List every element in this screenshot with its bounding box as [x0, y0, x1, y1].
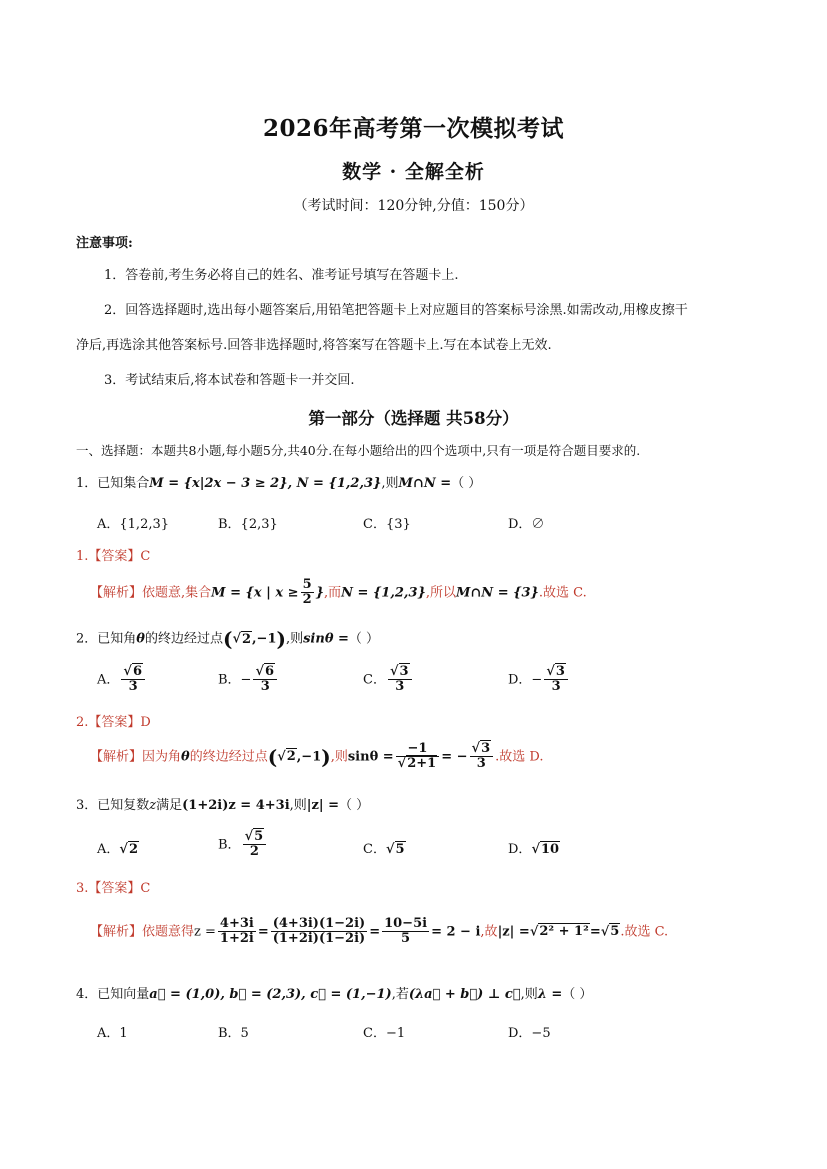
q2-analysis-open: (	[267, 744, 278, 769]
q2-mid: 的终边经过点	[144, 631, 223, 647]
q2-analysis-text-1: 因为角	[142, 749, 182, 765]
q1-option-b: B．{2,3}	[218, 517, 278, 532]
q2-analysis-rest: ,−1	[296, 749, 322, 765]
question-1	[76, 472, 481, 491]
q3-prefix: 3．已知复数	[76, 798, 150, 813]
q3-a-radicand: 2	[128, 842, 138, 857]
notice-item-3: 3．考试结束后,将本试卷和答题卡一并交回.	[104, 373, 355, 388]
q1-analysis-n: N = {1,2,3}	[341, 585, 426, 601]
q2-theta: θ	[136, 631, 145, 647]
q3-analysis-mod-sqrt: √2² + 1²	[529, 924, 589, 940]
q1-analysis-text-3: ,所以	[425, 585, 457, 601]
q1-set-m: M = {x|2x − 3 ≥ 2}	[149, 476, 288, 491]
q3-d-radicand: 10	[540, 842, 560, 857]
q1-analysis-m: M = {x | x ≥	[211, 585, 299, 601]
q2-a-fraction	[121, 665, 145, 695]
q2-c-den: 3	[395, 679, 405, 695]
q4-mid: ,若	[391, 987, 409, 1002]
q2-point-sqrt: √2	[232, 631, 252, 647]
q2-d-fraction	[544, 665, 568, 695]
q2-analysis-frac-1	[396, 742, 440, 772]
q2-answer: 2.【答案】D	[76, 715, 151, 730]
q3-analysis-z: z =	[194, 924, 216, 940]
q2-a-den: 3	[128, 679, 138, 695]
q3-frac-1-den: 1+2i	[219, 931, 254, 947]
q1-option-a: A．{1,2,3}	[97, 517, 170, 532]
q2-paren: （ ）	[348, 631, 380, 647]
q3-option-d	[508, 838, 560, 857]
q2-analysis-frac-2-num: √3	[470, 742, 494, 757]
q3-d-label: D．	[508, 842, 532, 857]
q4-expr: λ =	[537, 987, 563, 1002]
q2-d-num-radicand: 3	[555, 664, 565, 679]
q2-c-label: C．	[363, 672, 386, 688]
notice-heading: 注意事项:	[76, 236, 133, 251]
q2-c-num-radicand: 3	[399, 664, 409, 679]
q2-analysis-text-4: .故选 D.	[495, 749, 544, 765]
q2-analysis-frac-2-num-radicand: 3	[481, 741, 491, 756]
q3-z: z	[149, 798, 157, 813]
q2-b-label: B．−	[218, 672, 252, 688]
q4-option-a: A．1	[97, 1026, 128, 1041]
part1-title: 第一部分（选择题 共58分）	[308, 409, 519, 428]
q1-option-c: C．{3}	[363, 517, 411, 532]
q2-analysis-frac-2-den: 3	[476, 756, 486, 772]
q2-d-num: √3	[544, 665, 568, 680]
q3-c-sqrt: √5	[385, 842, 405, 857]
question-3	[76, 794, 369, 813]
exam-subtitle: 数学 · 全解全析	[342, 161, 485, 183]
q3-analysis-text-2: ,故	[480, 924, 498, 940]
notice-item-2-line-1: 2．回答选择题时,选出每小题答案后,用铅笔把答题卡上对应题目的答案标号涂黑.如需改动,用橡皮擦干	[104, 303, 688, 318]
q3-a-sqrt: √2	[119, 842, 138, 857]
q3-analysis-text-3: .故选 C.	[620, 924, 669, 940]
q2-b-num-radicand: 6	[265, 664, 275, 679]
q3-b-den: 2	[249, 844, 259, 860]
q1-tail: ,则	[381, 476, 399, 491]
q3-expr: |z| =	[306, 798, 340, 813]
q2-analysis-eq: = −	[441, 749, 468, 765]
exam-title: 2026年高考第一次模拟考试	[262, 115, 564, 142]
q2-analysis-frac-2	[470, 742, 494, 772]
q3-option-c	[363, 838, 406, 857]
q3-option-b	[218, 830, 268, 860]
q3-tail: ,则	[289, 798, 307, 813]
q2-analysis-frac-1-num: −1	[396, 742, 440, 757]
q1-analysis-result: M∩N = {3}	[456, 585, 539, 601]
q3-analysis-frac-1	[218, 917, 256, 947]
q3-analysis-mod: |z| =	[497, 924, 530, 940]
q2-option-b	[218, 665, 279, 695]
q2-analysis-frac-1-den: √2+1	[397, 756, 437, 772]
q1-frac-den: 2	[302, 592, 312, 608]
q1-analysis	[90, 578, 587, 608]
q2-analysis-radicand: 2	[286, 749, 296, 765]
q3-analysis-result-radicand: 5	[610, 924, 620, 940]
q2-b-den: 3	[260, 679, 270, 695]
notice-item-1: 1．答卷前,考生务必将自己的姓名、准考证号填写在答题卡上.	[104, 268, 459, 283]
q3-frac-3-num: 10−5i	[384, 916, 428, 931]
q1-paren: （ ）	[451, 476, 482, 491]
q2-option-d	[508, 665, 570, 695]
q2-point-rest: ,−1	[252, 631, 277, 647]
q3-frac-2-num: (4+3i)(1−2i)	[272, 916, 366, 931]
q3-frac-3-den: 5	[401, 931, 411, 947]
q1-set-n: , N = {1,2,3}	[287, 476, 382, 491]
q2-analysis-text-2: 的终边经过点	[189, 749, 268, 765]
q3-b-label: B．	[218, 837, 241, 853]
q1-answer: 1.【答案】C	[76, 549, 151, 564]
q2-tail: ,则	[285, 631, 304, 647]
exam-time-info: （考试时间：120分钟,分值：150分）	[293, 198, 534, 214]
q3-d-sqrt: √10	[531, 842, 560, 857]
q1-option-d: D．∅	[508, 517, 545, 532]
section-instructions: 一、选择题：本题共8小题,每小题5分,共40分.在每小题给出的四个选项中,只有一项是符合题目要求的.	[76, 443, 641, 458]
q3-a-label: A．	[97, 842, 120, 857]
q3-analysis: 【解析】依题意得z = $\frac{4+3i}{1+2i}$ = $\frac{(4+3i)(1-2i)}{(1+2i)(1-2i)}$ = $\frac{10-5i}{5}$ = 2 − i,故|z| =√2² + 1²=√5.故选 C.	[90, 916, 669, 947]
q3-mid: 满足	[156, 798, 183, 813]
q3-analysis-label: 【解析】	[90, 924, 143, 940]
q4-paren: （ ）	[562, 987, 593, 1002]
q4-option-c: C．−1	[363, 1026, 406, 1041]
q1-analysis-m-end: }	[315, 585, 324, 601]
q2-b-num: √6	[253, 665, 277, 680]
q3-analysis-eq: = 2 − i	[431, 924, 481, 940]
q2-a-num-radicand: 6	[132, 664, 142, 679]
q1-analysis-fraction	[301, 578, 314, 608]
q2-analysis-theta: θ	[181, 749, 190, 765]
q4-condition: (λa⃗ + b⃗) ⊥ c⃗	[408, 987, 521, 1002]
q2-d-label: D．−	[508, 672, 543, 688]
q2-option-a	[97, 665, 147, 695]
q2-point-close: )	[276, 627, 286, 651]
q2-prefix: 2．已知角	[76, 631, 137, 647]
q2-analysis-sin: sinθ =	[347, 749, 394, 765]
q1-frac-num: 5	[302, 577, 312, 592]
q3-answer: 3.【答案】C	[76, 881, 151, 896]
q3-c-label: C．	[363, 842, 386, 857]
q2-b-fraction	[253, 665, 277, 695]
q3-paren: （ ）	[339, 798, 370, 813]
q3-b-num: √5	[243, 830, 267, 845]
q2-analysis	[90, 742, 543, 772]
q3-frac-1-num: 4+3i	[219, 916, 254, 931]
q4-option-d: D．−5	[508, 1026, 551, 1041]
q3-analysis-result-sqrt: √5	[600, 924, 620, 940]
q1-prefix: 1．已知集合	[76, 476, 150, 491]
q2-point-open: (	[222, 627, 233, 651]
q3-option-a	[97, 838, 139, 857]
q2-point-radicand: 2	[241, 631, 252, 647]
q2-analysis-frac-1-den-radicand: 2+1	[407, 756, 437, 772]
q3-analysis-text-1: 依题意得	[142, 924, 195, 940]
q2-a-label: A．	[97, 672, 120, 688]
q1-analysis-text-4: .故选 C.	[538, 585, 587, 601]
q2-expr: sinθ =	[303, 631, 349, 647]
q2-analysis-close: )	[321, 744, 331, 769]
q3-b-fraction	[243, 830, 267, 860]
q1-analysis-label: 【解析】	[90, 585, 143, 601]
q2-d-den: 3	[551, 679, 561, 695]
q2-option-c	[363, 665, 414, 695]
q3-b-num-radicand: 5	[254, 829, 264, 844]
notice-item-2-line-2: 净后,再选涂其他答案标号.回答非选择题时,将答案写在答题卡上.写在本试卷上无效.	[76, 338, 552, 353]
q2-analysis-sqrt: √2	[277, 749, 296, 765]
q4-vectors: a⃗ = (1,0), b⃗ = (2,3), c⃗ = (1,−1)	[149, 987, 392, 1002]
q1-analysis-text-2: ,而	[323, 585, 342, 601]
q3-analysis-eq-2: =	[589, 924, 601, 940]
q4-tail: ,则	[520, 987, 538, 1002]
q3-frac-2-den: (1+2i)(1−2i)	[272, 931, 366, 947]
q3-c-radicand: 5	[395, 842, 405, 857]
q2-c-num: √3	[388, 665, 412, 680]
q4-option-b: B．5	[218, 1026, 249, 1041]
q1-analysis-text-1: 依题意,集合	[142, 585, 212, 601]
q1-expr: M∩N =	[398, 476, 452, 491]
question-2	[76, 627, 379, 651]
q4-prefix: 4．已知向量	[76, 987, 150, 1002]
q3-analysis-mod-radicand: 2² + 1²	[539, 924, 589, 940]
q3-analysis-frac-2	[271, 917, 367, 947]
q3-equation: (1+2i)z = 4+3i	[182, 798, 290, 813]
q2-analysis-text-3: ,则	[330, 749, 348, 765]
q2-c-fraction	[388, 665, 412, 695]
question-4	[76, 983, 592, 1002]
q2-a-num: √6	[121, 665, 145, 680]
q2-analysis-label: 【解析】	[90, 749, 143, 765]
q3-analysis-frac-3	[382, 917, 429, 947]
